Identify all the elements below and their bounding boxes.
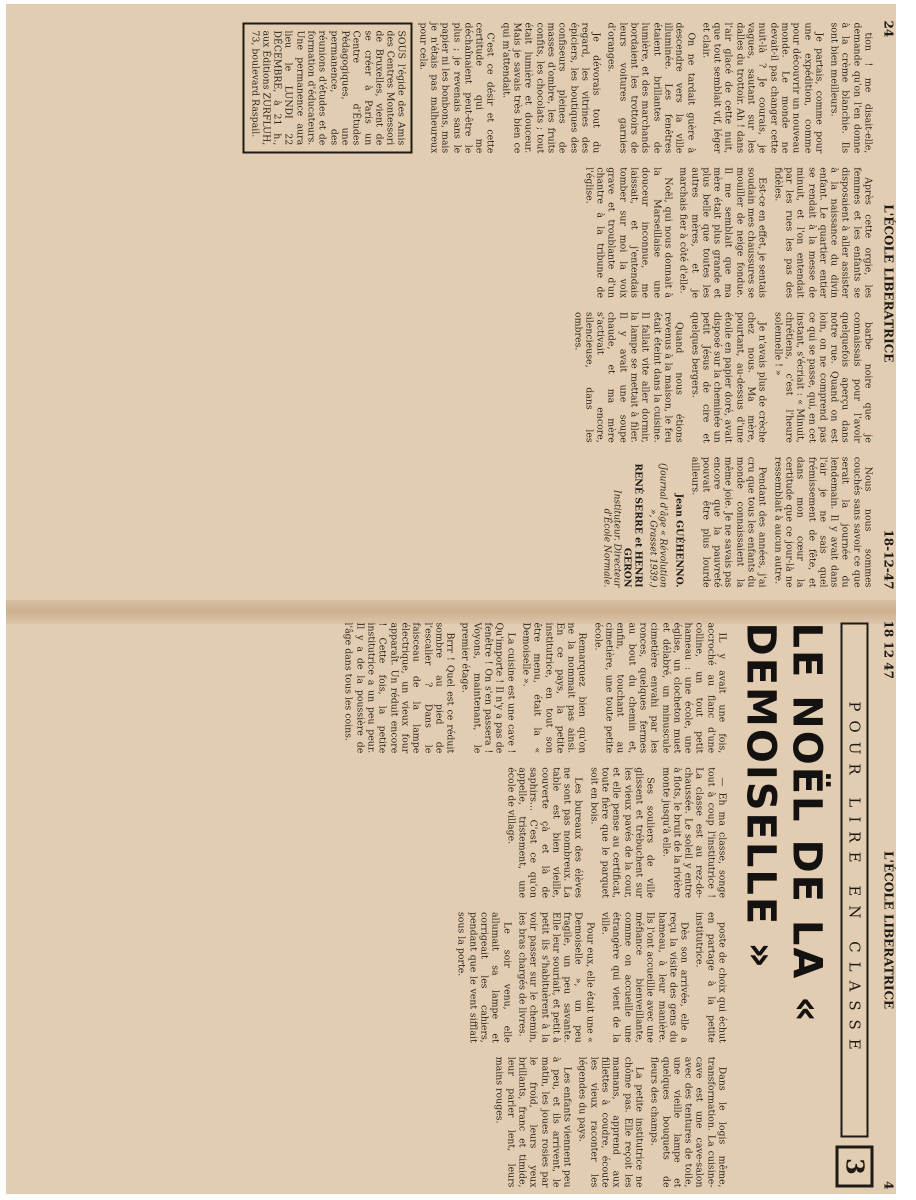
- lower-column-2: [339, 767, 728, 898]
- lower-page: [18, 612, 898, 1197]
- rubric-banner: [836, 623, 874, 1188]
- paragraph: Nous nous sommes couchés sans savoir ce que serait la journée du lendemain. Il y avait dans l'air je ne sais quel frémissement de fête, et dans mon cœur la certitude que ce jour-là ne ressemblait à aucun autre.: [772, 456, 874, 588]
- paragraph: Je dévorais tout du regard, les vitrines des épiciers, les boutiques des confiseurs pleines de masses d'ombre, les fruits confits, les chocolats ; tout était lumière et douceur. Mais je savais très bien ce qui m'attendait.: [500, 22, 602, 154]
- paragraph: La cuisine est une cave ! Qu'importe ! Il n'y a pas de fenêtre ! On s'en passera ! Voyons, maintenant, le premier étage.: [459, 622, 517, 754]
- paragraph: — Eh ma classe, songe tout à coup l'institutrice ! La classe est au rez-de-chaussée. Le soleil y entre à flots, le bruit de la rivière monte jusqu'à elle.: [660, 767, 728, 898]
- paragraph: Pendant des années, j'ai cru que tous les enfants du monde connaissaient la même joie. Je ne savais pas encore que la pauvreté pouvait être plus lourde ailleurs.: [689, 456, 768, 588]
- paragraph: On ne tardait guère à descendre vers la ville illuminée. Les fenêtres étaient brillantes de lumière, et des marchands bordaient les trottoirs de leurs voitures garnies d'oranges.: [605, 22, 697, 154]
- paragraph: C'est ce désir et cette certitude qui me déchaînaient peut-être le plus ; je revenais sans le papier ni les bonbons, mais je n'étais pas malheureux pour cela.: [417, 22, 496, 154]
- source-citation: (Journal d'âge « Révolution », Grasset 1939.): [647, 463, 668, 588]
- paragraph: Quand nous étions revenus à la maison, le feu était éteint dans la cuisine. Il fallait vite aller dormir, la lampe se mettait à filer. Il y avait une soupe chaude, et ma mère s'activait encore, silencieuse, dans les ombres.: [572, 312, 685, 443]
- paragraph: Dans le logis même, transformation. La cuisine-cave est une cave-salon avec des tentures de toile, une vieille lampe et quelques bouquets de fleurs des champs.: [648, 1056, 728, 1188]
- upper-header: [880, 13, 898, 598]
- paragraph: Noël, qui nous donnait à la Marseillaise une douceur inconnue, me laissait, et j'entendais tomber sur moi la voix grave et troublante d'un chantre à la tribune de l'église.: [583, 167, 674, 298]
- upper-columns: [229, 13, 880, 598]
- notice-box: SOUS l'égide des Amis des Centres Montessori de Bruxelles, vient de se créer à Paris un Centre d'Études Pédagogiques, une permanence, des réunions d'études et de formation d'éducateurs. Une permanence aura lieu le LUNDI 22 DÉCEMBRE, à 21 h., aux Éditions ZURFLUH, 73, boulevard Raspail.: [243, 23, 413, 154]
- rubric-number: 3: [836, 1146, 874, 1188]
- paragraph: Remarquez bien qu'on ne la nommait pas ainsi. En ce pays, la petite institutrice, en tout son être menu, était la « Demoiselle ».: [520, 622, 588, 754]
- upper-column-1: [235, 23, 874, 154]
- paragraph: Brrr ! Quel est ce réduit sombre au pied de l'escalier ? Dans le faisceau de la lampe électrique, un vieux four apparaît. Un réduit encore ! Cette fois, la petite institutrice a un peu peur. Il y a de la poussière de l'âge dans tous les coins.: [343, 622, 456, 754]
- upper-page: [18, 12, 898, 597]
- lower-column-1: [339, 623, 728, 754]
- paragraph: Je n'avais plus de crèche chez nous. Ma mère, pourtant, au-dessus d'une étoile en papier doré, avait disposé sur la cheminée un petit Jésus de cire et quelques bergers.: [689, 312, 768, 443]
- paragraph: Pour eux, elle était une « Demoiselle », un peu fragile, un peu savante. Elle leur souriait, et petit à petit ils s'habituèrent à la voir passer sur le chemin, les bras chargés de livres.: [516, 912, 596, 1043]
- paragraph: La petite institutrice ne chôme pas. Elle reçoit les mamans, apprend aux fillettes à coudre, écoute les vieux raconter les légendes du pays.: [576, 1056, 645, 1188]
- paragraph: Les enfants viennent peu à peu, et ils arrivent, le matin, les joues rosies par le froid, leurs yeux brillants, franc et timide, leur parler lent, leurs mains rouges.: [493, 1056, 573, 1188]
- lower-column-3: [339, 912, 728, 1043]
- paragraph: Dès son arrivée, elle a reçu la visite des gens du hameau, à leur manière. Ils l'ont accueillie avec une méfiance bienveillante, comme on accueille une étrangère qui vient de la ville.: [599, 912, 690, 1043]
- signature: RENÉ SERRE et HENRI GERON: [621, 463, 644, 588]
- upper-column-4: [235, 457, 874, 588]
- author-name: Jean GUÉHENNO.: [673, 493, 685, 588]
- paragraph: IL y avait une fois, accroché au flanc d'une colline, un tout petit hameau : une école, une église, un clocheton muet et délabré, un minuscule cimetière envahi par les ronces, quelques fermes au bout du chemin et, enfin, touchant au cimetière, une toute petite école.: [592, 622, 728, 754]
- lower-columns: [333, 613, 734, 1198]
- lower-running-head: L'ÉCOLE LIBERATRICE: [881, 850, 896, 1010]
- lower-date: 18 12 47: [881, 620, 896, 679]
- article-title: LE NOËL DE LA « DEMOISELLE »: [737, 622, 830, 1025]
- paragraph: Après cette orgie, les femmes et les enfants se disposaient à aller assister à la naissance du divin enfant. Le quartier entier se rendait à la messe de minuit, et l'on entendait par les rues les pas des fidèles.: [772, 167, 874, 298]
- lower-page-number: 4: [881, 1181, 896, 1190]
- upper-column-3: [235, 312, 874, 443]
- lower-page-content: [18, 613, 898, 1198]
- paragraph: Est-ce en effet, je sentais soudain mes chaussures se mouiller de neige fondue. Il me semblait que ma mère était plus grande et plus belle que toutes les autres mères, et je marchais fier à côté d'elle.: [677, 167, 768, 298]
- paragraph: Je partais, comme pour une expédition, comme pour découvrir un nouveau monde. Le monde ne devait-il pas changer cette nuit-là ? Je courais, je vagues, sautant sur les dalles du trottoir. Ah ! dans l'air glacé de cette nuit, que tout semblait vif, léger et clair.: [700, 22, 825, 154]
- upper-column-2: [235, 167, 874, 298]
- paragraph: poste de choix qui échut en partage à la petite institutrice.: [693, 912, 728, 1043]
- rubric-label: POUR LIRE EN CLASSE: [841, 623, 869, 1138]
- upper-running-head: L'ÉCOLE LIBERATRICE: [881, 204, 896, 363]
- paragraph: Le soir venu, elle allumait sa lampe et corrigeait les cahiers, pendant que le vent sifflait sous la porte.: [455, 912, 513, 1043]
- lower-column-4: [339, 1057, 728, 1188]
- paragraph: Ses souliers de ville glissent et trébuchent sur les vieux pavés de la cour, et elle pense au certificat, toute fière que le parquet soit en bois.: [588, 767, 656, 898]
- paragraph: Les bureaux des élèves ne sont pas nombreux. La table est bien vieille, couverte çà et là de saphirs... C'est ce qu'on appelle, tristement, une école de village.: [505, 767, 584, 898]
- signature-title: Instituteur. Directeur d'École Normale.: [601, 490, 622, 588]
- lower-header: [880, 613, 898, 1198]
- upper-page-number: 24: [881, 20, 896, 38]
- upper-page-content: [18, 13, 898, 598]
- upper-date: 18-12-47: [881, 529, 896, 590]
- paragraph: tion ! me disait-elle, demande qu'on l'en donne à la crème blanchie. Ils sont bien meilleurs.: [828, 22, 874, 154]
- paragraph: barbe noire que je connaissais pour l'avoir quelquefois aperçu dans notre rue. Quand on est loin, on ne comprend pas ce qui se passe, qui, en cet instant, s'écriait : « Minuit, chrétiens, c'est l'heure solennelle ! »: [772, 312, 874, 443]
